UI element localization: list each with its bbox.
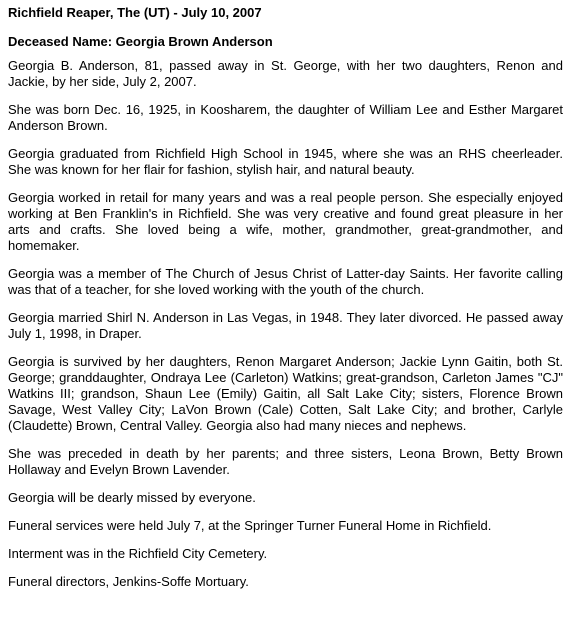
obituary-paragraph: Georgia is survived by her daughters, Renon Margaret Anderson; Jackie Lynn Gaitin, both St. George; granddaughter, Ondraya Lee (Carleton) Watkins; great-grandson, Carleton James "CJ" Watkins III; grandson, Shaun Lee (Emily) Gaitin, all Salt Lake City; sisters, Florence Brown Savage, West Valley City; LaVon Brown (Cale) Cotten, Salt Lake City; and brother, Carlyle (Claudette) Brown, Central Valley. Georgia also had many nieces and nephews. [8,354,563,433]
obituary-paragraph: Georgia will be dearly missed by everyone. [8,490,256,505]
obituary-paragraph: Funeral directors, Jenkins-Soffe Mortuary. [8,574,249,589]
obituary-paragraph: Interment was in the Richfield City Cemetery. [8,546,268,561]
obituary-paragraph: Georgia graduated from Richfield High School in 1945, where she was an RHS cheerleader. She was known for her flair for fashion, stylish hair, and natural beauty. [8,146,563,177]
obituary-paragraph: Georgia B. Anderson, 81, passed away in St. George, with her two daughters, Renon and Jackie, by her side, July 2, 2007. [8,58,563,89]
source-title: Richfield Reaper, The (UT) - July 10, 2007 [8,5,262,20]
obituary-paragraph: Funeral services were held July 7, at the Springer Turner Funeral Home in Richfield. [8,518,492,533]
obituary-paragraph: Georgia was a member of The Church of Jesus Christ of Latter-day Saints. Her favorite calling was that of a teacher, for she loved working with the youth of the church. [8,266,563,297]
obituary-paragraph: She was born Dec. 16, 1925, in Koosharem, the daughter of William Lee and Esther Margaret Anderson Brown. [8,102,563,133]
obituary-paragraph: Georgia worked in retail for many years and was a real people person. She especially enjoyed working at Ben Franklin's in Richfield. She was very creative and found great pleasure in her arts and crafts. She loved being a wife, mother, grandmother, great-grandmother, and homemaker. [8,190,563,253]
deceased-name-heading: Deceased Name: Georgia Brown Anderson [8,34,273,49]
obituary-paragraph: Georgia married Shirl N. Anderson in Las Vegas, in 1948. They later divorced. He passed away July 1, 1998, in Draper. [8,310,563,341]
obituary-paragraph: She was preceded in death by her parents; and three sisters, Leona Brown, Betty Brown Hollaway and Evelyn Brown Lavender. [8,446,563,477]
